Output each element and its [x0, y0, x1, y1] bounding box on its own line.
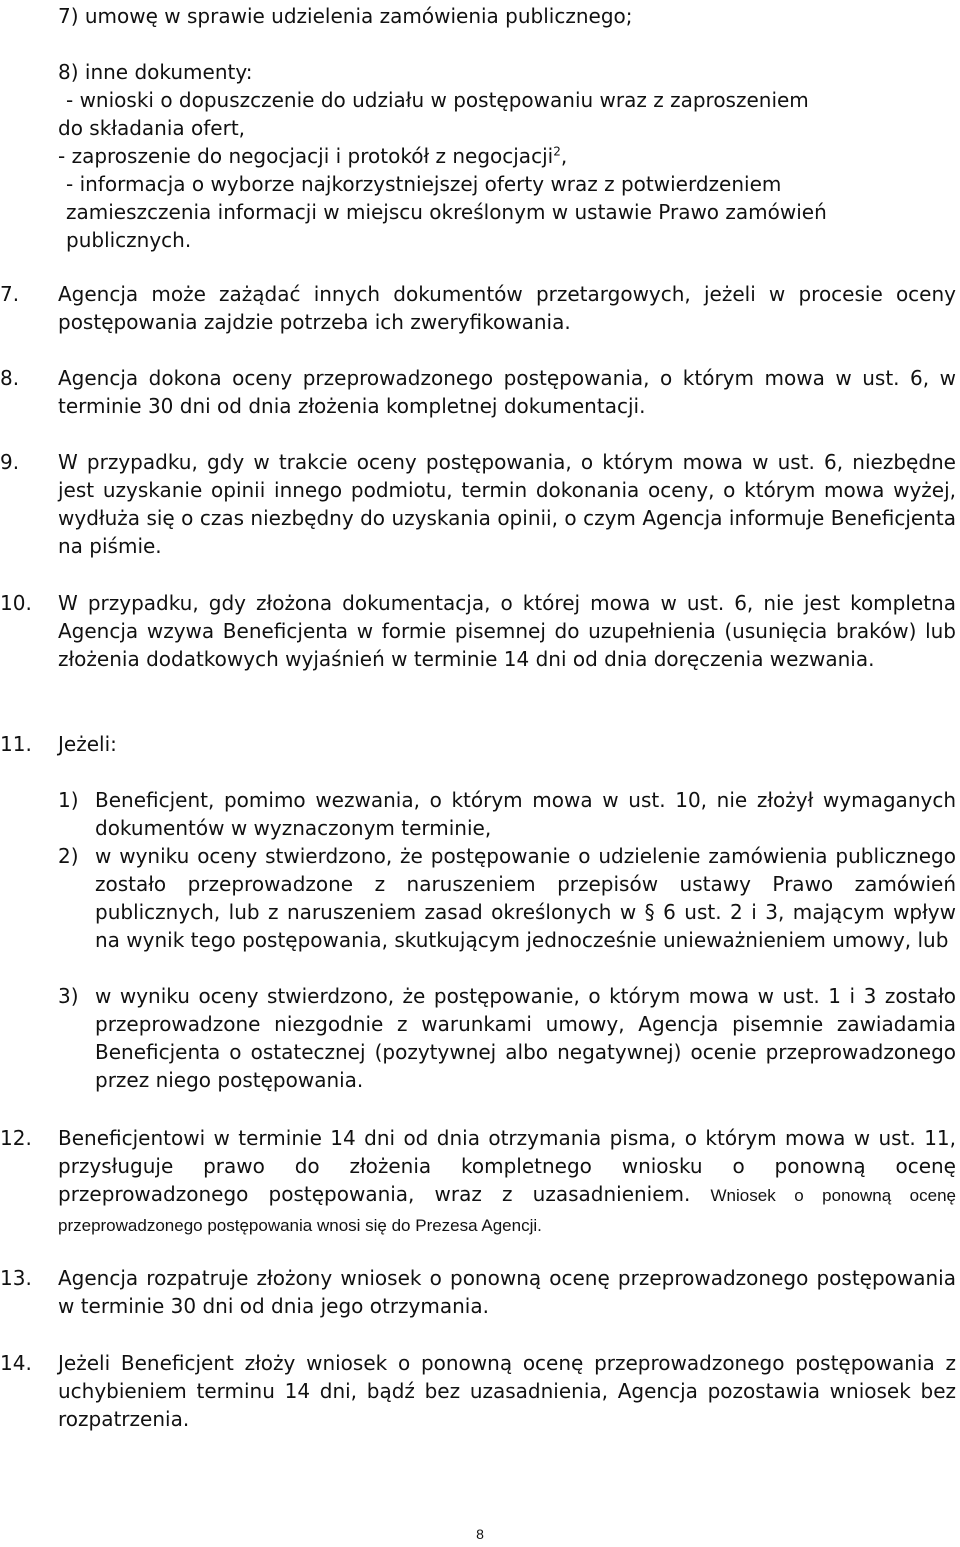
paragraph-13-text: Agencja rozpatruje złożony wniosek o ponowną ocenę przeprowadzonego postępowania w terminie 30 dni od dnia jego otrzymania. — [58, 1266, 956, 1318]
subitem-8-line-5: zamieszczenia informacji w miejscu określonym w ustawie Prawo zamówień — [66, 200, 827, 224]
paragraph-9-text: W przypadku, gdy w trakcie oceny postępowania, o którym mowa w ust. 6, niezbędne jest uzyskanie opinii innego podmiotu, termin dokonania oceny, o którym mowa wyżej, wydłuża się o czas niezbędny do uzyskania opinii, o czym Agencja informuje Beneficjenta na piśmie. — [58, 450, 956, 558]
list-item-text: w wyniku oceny stwierdzono, że postępowanie o udzielenie zamówienia publicznego zostało przeprowadzone z naruszeniem przepisów ustawy Prawo zamówień publicznych, lub z naruszeniem zasad określonych w § 6 ust. 2 i 3, mającym wpływ na wynik tego postępowania, skutkującym jednocześnie unieważnieniem umowy, lub — [95, 844, 956, 952]
paragraph-13-number: 13. — [0, 1266, 32, 1290]
paragraph-12-main: Beneficjentowi w terminie 14 dni od dnia otrzymania pisma, o którym mowa w ust. 11, przysługuje prawo do złożenia kompletnego wniosku o ponowną ocenę przeprowadzonego postępowania, wraz z uzasadnieniem. — [58, 1126, 956, 1206]
paragraph-7-text: Agencja może zażądać innych dokumentów przetargowych, jeżeli w procesie oceny postępowania zajdzie potrzeba ich zweryfikowania. — [58, 282, 956, 334]
subitem-8-line-3 — [58, 142, 956, 170]
subitem-8-line-3-text: - zaproszenie do negocjacji i protokół z negocjacji — [58, 144, 554, 168]
paragraph-11-text: Jeżeli: — [58, 732, 117, 756]
paragraph-12-text — [58, 1124, 956, 1240]
subitem-8-line-4: - informacja o wyborze najkorzystniejszej oferty wraz z potwierdzeniem — [66, 172, 782, 196]
list-item-text: Beneficjent, pomimo wezwania, o którym mowa w ust. 10, nie złożył wymaganych dokumentów w wyznaczonym terminie, — [95, 788, 956, 840]
paragraph-10-text: W przypadku, gdy złożona dokumentacja, o której mowa w ust. 6, nie jest kompletna Agencja wzywa Beneficjenta w formie pisemnej do uzupełnienia (usunięcia braków) lub złożenia dodatkowych wyjaśnień w terminie 14 dni od dnia doręczenia wezwania. — [58, 591, 956, 671]
list-item — [58, 842, 956, 954]
paragraph-8-number: 8. — [0, 366, 20, 390]
subitem-8-line-2: do składania ofert, — [58, 116, 246, 140]
list-marker: 2) — [58, 844, 79, 868]
paragraph-7-number: 7. — [0, 282, 20, 306]
list-item-text: w wyniku oceny stwierdzono, że postępowanie, o którym mowa w ust. 1 i 3 zostało przeprowadzone niezgodnie z warunkami umowy, Agencja pisemnie zawiadamia Beneficjenta o ostatecznej (pozytywnej albo negatywnej) ocenie przeprowadzonego przez niego postępowania. — [95, 984, 956, 1092]
paragraph-14-number: 14. — [0, 1351, 32, 1375]
list-item — [58, 786, 956, 842]
subitem-8-line-3-comma: , — [560, 144, 568, 168]
paragraph-12-number: 12. — [0, 1126, 32, 1150]
list-item — [58, 982, 956, 1094]
subitem-7: 7) umowę w sprawie udzielenia zamówienia publicznego; — [58, 4, 633, 28]
subitem-8-label: 8) inne dokumenty: — [58, 60, 253, 84]
paragraph-12-tail: Wniosek o ponowną ocenę przeprowadzonego postępowania wnosi się do Prezesa Agencji. — [58, 1186, 956, 1235]
list-marker: 3) — [58, 984, 79, 1008]
paragraph-9-number: 9. — [0, 450, 20, 474]
subitem-8-line-6: publicznych. — [66, 228, 192, 252]
subitem-8-block — [58, 58, 956, 254]
paragraph-8-text: Agencja dokona oceny przeprowadzonego postępowania, o którym mowa w ust. 6, w terminie 30 dni od dnia złożenia kompletnej dokumentacji. — [58, 366, 956, 418]
page-number: 8 — [476, 1526, 484, 1542]
footnote-ref: 2 — [553, 144, 561, 159]
list-marker: 1) — [58, 788, 79, 812]
paragraph-14-text: Jeżeli Beneficjent złoży wniosek o ponowną ocenę przeprowadzonego postępowania z uchybieniem terminu 14 dni, bądź bez uzasadnienia, Agencja pozostawia wniosek bez rozpatrzenia. — [58, 1351, 956, 1431]
subitem-8-line-1: - wnioski o dopuszczenie do udziału w postępowaniu wraz z zaproszeniem — [66, 88, 809, 112]
paragraph-10-number: 10. — [0, 591, 32, 615]
paragraph-11-number: 11. — [0, 732, 32, 756]
